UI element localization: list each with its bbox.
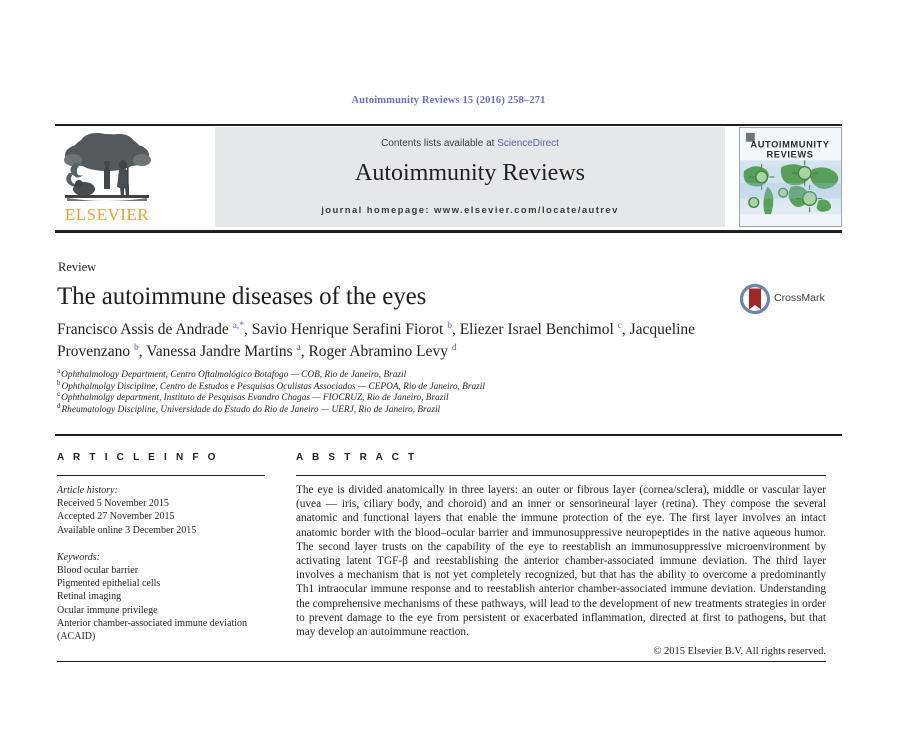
article-history-item: Available online 3 December 2015 [57,524,197,536]
masthead-center [215,127,725,227]
journal-title: Autoimmunity Reviews [355,160,585,186]
crossmark-badge[interactable] [738,283,838,315]
article-info-rule [57,475,265,476]
article-history-label: Article history: [57,485,118,496]
article-history-item: Received 5 November 2015 [57,498,169,510]
keyword-item: Ocular immune privilege [57,604,158,616]
affiliation-list [57,366,777,416]
keyword-item: Anterior chamber-associated immune deviation (ACAID) [57,617,248,643]
article-history-item: Accepted 27 November 2015 [57,511,175,523]
elsevier-logo [55,127,159,228]
affiliation-item: $^b$Ophthalmolgy Discipline, Centro de Estudos e Pesquisas Oculistas Associados — CEPOA, Rio de Janeiro, Brazil [57,378,485,392]
affiliation-item: $^a$Ophthalmology Department, Centro Oftalmológico Botafogo — COB, Rio de Janeiro, Brazil [57,366,407,380]
author-list: Francisco Assis de Andrade $^{a,*}$, Savio Henrique Serafini Fiorot $^b$, Eliezer Israel Benchimol $^c$, Jacqueline Provenzano $^b$, Vanessa Jandre Martins $^a$, Roger Abramino Levy $^d$ [57,320,696,360]
affiliation-item: $^d$Rheumatology Discipline, Universidade do Estado do Rio de Janeiro — UERJ, Rio de Janeiro, Brazil [57,401,441,415]
elsevier-wordmark: ELSEVIER [64,205,150,224]
article-info-heading: A R T I C L E I N F O [57,452,219,463]
svg-text:AUTOIMMUNITY: AUTOIMMUNITY [750,139,830,150]
article-history [57,484,265,537]
title-block-rule [55,434,842,436]
copyright-line: © 2015 Elsevier B.V. All rights reserved. [653,646,826,658]
article-info-column [57,452,265,643]
sciencedirect-link[interactable]: ScienceDirect [497,138,559,149]
affiliation-item: $^c$Ophthalmolgy department, Instituto de Pesquisas Evandro Chagas — FIOCRUZ, Rio de Janeiro, Brazil [57,390,449,404]
abstract-bottom-rule [57,661,826,662]
abstract-heading: A B S T R A C T [296,452,418,463]
article-type: Review [58,260,97,274]
crossmark-label: CrossMark [774,292,825,304]
elsevier-tree-icon [57,127,157,207]
keywords-items [57,564,265,643]
abstract-rule [296,475,826,476]
keywords-label: Keywords: [57,551,100,563]
article-history-items [57,497,265,537]
running-head: Autoimmunity Reviews 15 (2016) 258–271 [351,95,546,106]
crossmark-logo-icon [738,283,772,315]
journal-masthead [55,124,842,228]
contents-list-line [215,138,725,149]
journal-cover-thumbnail[interactable] [739,127,842,227]
svg-text:REVIEWS: REVIEWS [766,149,814,160]
keyword-item: Retinal imaging [57,591,122,603]
masthead-bottom-rule [55,230,842,233]
abstract-body: The eye is divided anatomically in three layers: an outer or fibrous layer (cornea/sclera), middle or vascular layer (uvea — iris, ciliary body, and choroid) and an inner or sensorineural layer (retina). They compose the several anatomic and functional layers that enable the immune protection of the eye. The first layer involves an intact anatomic border with the blood–ocular barrier and immunosuppressive neuropeptides in the native aqueous humor. The second layer trusts on the capability of the eye to reestablish an immunosuppressive microenvironment by activating latent TGF-β and reestablishing the anterior chamber-associated immune deviation. The third layer involves a mechanism that is not yet completely recognized, but that has the ability to overcome a predominantly Th1 intraocular immune response and to reestablish anterior chamber-associated immune deviation. Understanding the comprehensive mechanisms of these pathways, will lead to the development of new treatments strategies in order to prevent damage to the eye from persistent or exacerbated inflammation, directed at first to pathogens, but that may develop an autoimmune reaction. [296,484,826,639]
masthead-top-rule [55,124,842,126]
journal-cover-icon [740,128,841,226]
keyword-item: Pigmented epithelial cells [57,578,161,590]
journal-homepage-link[interactable]: journal homepage: www.elsevier.com/locate/autrev [321,205,619,216]
contents-prefix: Contents lists available at [381,138,498,149]
keywords [57,551,265,643]
keyword-item: Blood ocular barrier [57,565,139,577]
abstract-column [296,452,826,657]
article-title: The autoimmune diseases of the eyes [57,283,427,310]
